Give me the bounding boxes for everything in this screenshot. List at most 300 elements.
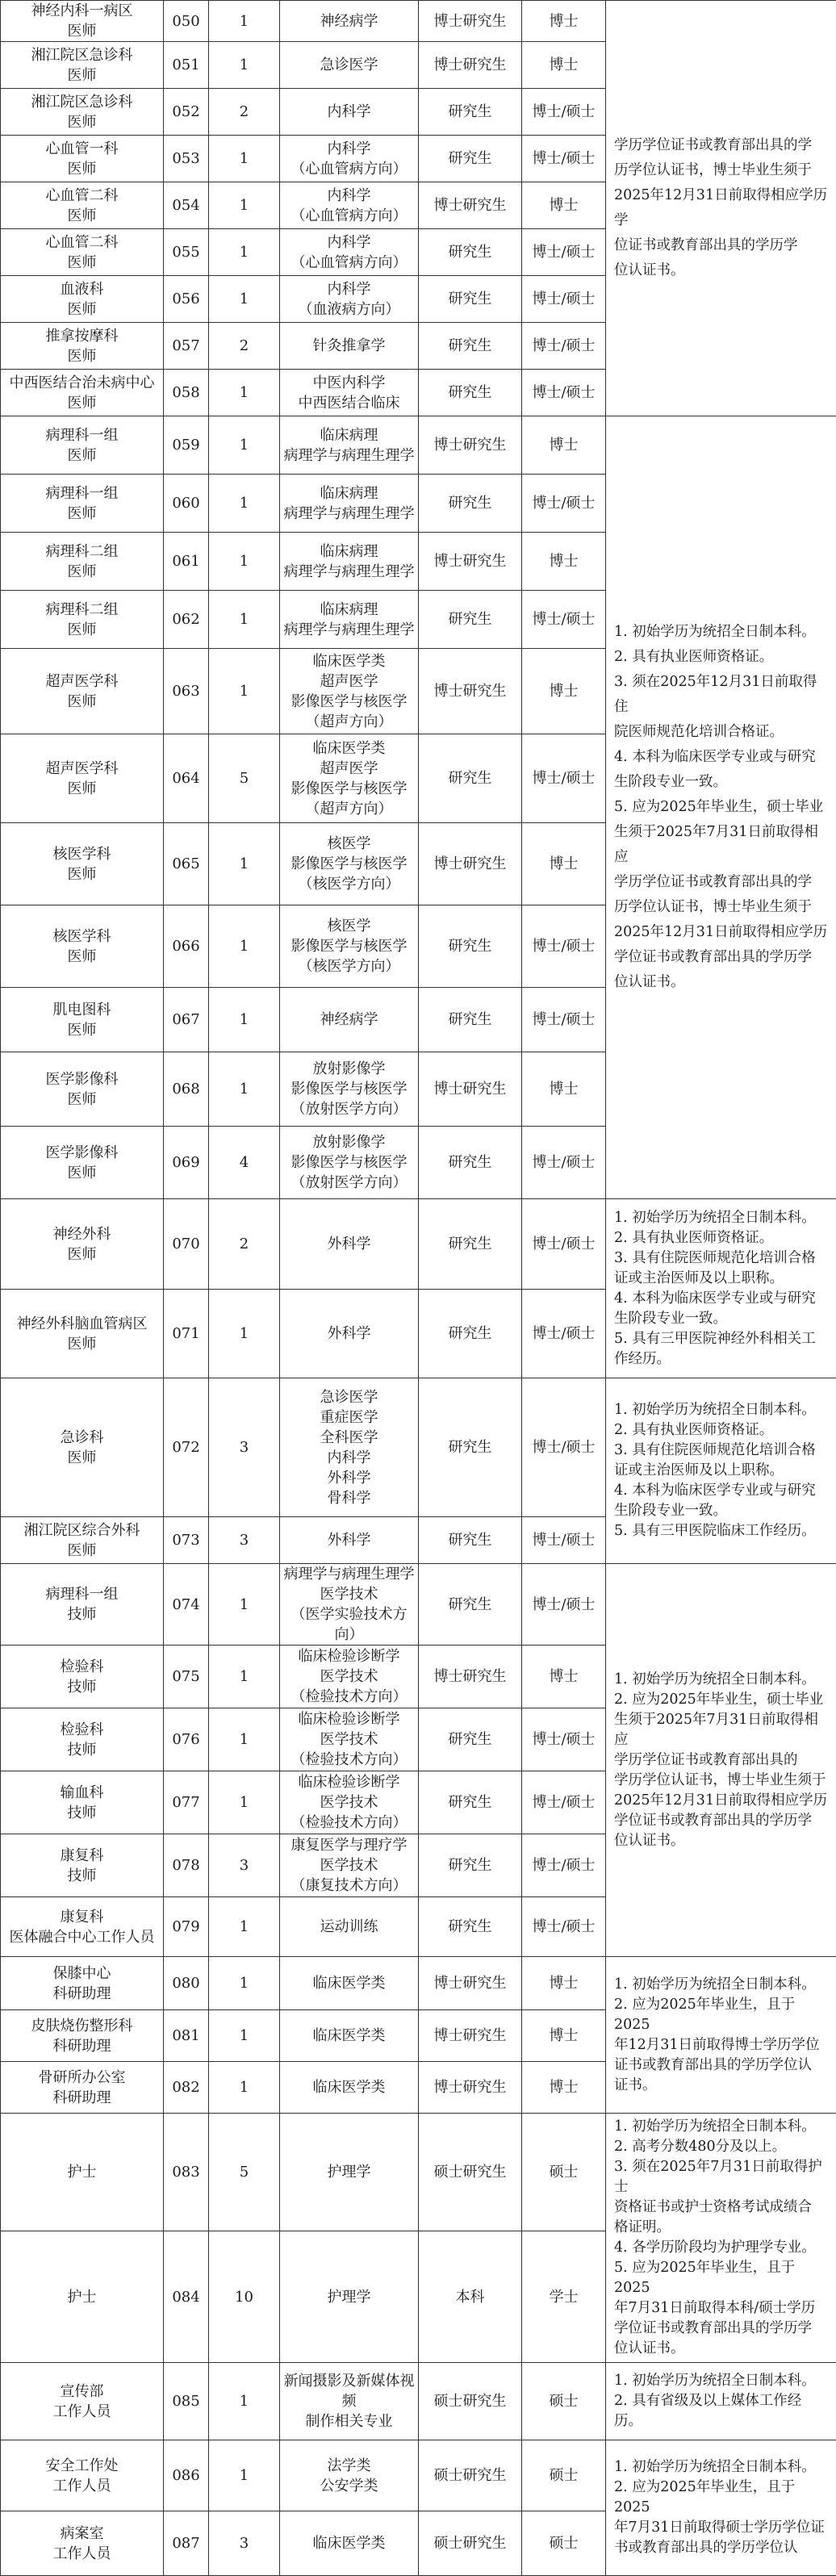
dept-cell-line: 工作人员	[4, 2402, 160, 2422]
major-cell	[280, 2114, 419, 2231]
edu-cell: 研究生	[419, 734, 522, 823]
major-cell-line: 内科学	[283, 279, 415, 299]
requirement-line: 1. 初始学历为统招全日制本科。	[614, 1975, 828, 1995]
major-cell-line: 临床病理	[283, 483, 415, 504]
degree-cell: 博士/硕士	[522, 1897, 606, 1957]
num-cell: 1	[209, 1957, 280, 2010]
edu-cell: 博士研究生	[419, 649, 522, 734]
code-cell: 068	[164, 1052, 209, 1127]
dept-cell-line: 工作人员	[4, 2476, 160, 2496]
major-cell-line: 内科学	[283, 139, 415, 159]
requirement-line: 证或主治医师及以上职称。	[614, 1461, 828, 1481]
num-cell: 10	[209, 2231, 280, 2363]
degree-cell: 博士/硕士	[522, 370, 606, 416]
num-cell: 3	[209, 1378, 280, 1517]
num-cell: 1	[209, 136, 280, 182]
requirements-cell	[606, 1199, 836, 1378]
code-cell: 085	[164, 2363, 209, 2440]
major-cell	[280, 323, 419, 370]
requirement-line: 2. 具有执业医师资格证。	[614, 1420, 828, 1441]
num-cell: 1	[209, 988, 280, 1052]
major-cell-line: 中西医结合临床	[283, 393, 415, 413]
num-cell: 1	[209, 533, 280, 591]
degree-cell: 博士/硕士	[522, 323, 606, 370]
requirement-line: 2. 应为2025年毕业生，且于2025	[614, 1995, 828, 2035]
major-cell	[280, 734, 419, 823]
requirements-cell	[606, 416, 836, 1199]
degree-cell: 博士/硕士	[522, 1199, 606, 1290]
dept-cell	[1, 2363, 164, 2440]
major-cell	[280, 1708, 419, 1771]
requirement-line: 位认证书。	[614, 1831, 828, 1851]
dept-cell-line: 医师	[4, 21, 160, 41]
requirement-line: 1. 初始学历为统招全日制本科。	[614, 2457, 828, 2478]
num-cell: 1	[209, 276, 280, 323]
major-cell	[280, 988, 419, 1052]
degree-cell: 博士/硕士	[522, 1517, 606, 1564]
dept-cell-line: 神经外科脑血管病区	[4, 1314, 160, 1334]
major-cell	[280, 1290, 419, 1378]
major-cell-line: 内科学	[283, 1448, 415, 1468]
dept-cell-line: 医师	[4, 1334, 160, 1354]
requirement-line: 4. 各学历阶段均为护理学专业。	[614, 2238, 828, 2258]
dept-cell-line: 湘江院区综合外科	[4, 1520, 160, 1541]
dept-cell-line: 医师	[4, 445, 160, 466]
dept-cell-line: 湘江院区急诊科	[4, 45, 160, 65]
edu-cell: 博士研究生	[419, 1957, 522, 2010]
num-cell: 5	[209, 734, 280, 823]
dept-cell	[1, 2231, 164, 2363]
requirements-cell	[606, 2363, 836, 2440]
major-cell-line: 内科学	[283, 102, 415, 122]
major-cell-line: 外科学	[283, 1530, 415, 1550]
edu-cell: 博士研究生	[419, 1052, 522, 1127]
degree-cell: 硕士	[522, 2363, 606, 2440]
code-cell: 058	[164, 370, 209, 416]
dept-cell-line: 技师	[4, 1677, 160, 1697]
edu-cell: 研究生	[419, 323, 522, 370]
code-cell: 061	[164, 533, 209, 591]
code-cell: 077	[164, 1771, 209, 1834]
major-cell-line: 超声医学	[283, 671, 415, 692]
requirement-line: 生阶段专业一致。	[614, 770, 828, 795]
edu-cell: 研究生	[419, 1771, 522, 1834]
requirement-line: 1. 初始学历为统招全日制本科。	[614, 1670, 828, 1690]
major-cell	[280, 1, 419, 42]
major-cell-line: （检验技术方向）	[283, 1687, 415, 1707]
major-cell-line: 病理学与病理生理学	[283, 562, 415, 582]
dept-cell-line: 医师	[4, 1089, 160, 1110]
code-cell: 084	[164, 2231, 209, 2363]
code-cell: 057	[164, 323, 209, 370]
dept-cell-line: 康复科	[4, 1907, 160, 1927]
degree-cell: 博士/硕士	[522, 1127, 606, 1199]
dept-cell	[1, 475, 164, 533]
requirement-line: 生阶段专业一致。	[614, 1309, 828, 1329]
major-cell-line: 临床检验诊断学	[283, 1709, 415, 1729]
requirement-line: 位认证书。	[614, 970, 828, 995]
requirements-cell	[606, 1957, 836, 2114]
code-cell: 062	[164, 591, 209, 649]
dept-cell	[1, 89, 164, 136]
degree-cell: 博士/硕士	[522, 276, 606, 323]
requirement-line: 学历学位证书或教育部出具的学	[614, 133, 828, 158]
major-cell-line: 中医内科学	[283, 373, 415, 393]
dept-cell	[1, 905, 164, 988]
degree-cell: 博士/硕士	[522, 229, 606, 276]
requirement-line: 学位证书或教育部出具的学历学	[614, 945, 828, 970]
dept-cell	[1, 2114, 164, 2231]
requirement-line: 1. 初始学历为统招全日制本科。	[614, 620, 828, 645]
code-cell: 083	[164, 2114, 209, 2231]
degree-cell: 博士	[522, 1052, 606, 1127]
requirement-line: 证或主治医师及以上职称。	[614, 1269, 828, 1289]
dept-cell-line: 病理科一组	[4, 483, 160, 504]
major-cell-line: 临床病理	[283, 600, 415, 620]
requirement-line: 2025年12月31日前取得相应学历	[614, 1791, 828, 1811]
major-cell-line: 内科学	[283, 232, 415, 253]
dept-cell	[1, 42, 164, 89]
edu-cell: 博士研究生	[419, 823, 522, 905]
dept-cell-line: 病理科一组	[4, 425, 160, 445]
requirement-line: 1. 初始学历为统招全日制本科。	[614, 1208, 828, 1228]
major-cell-line: 临床医学类	[283, 738, 415, 759]
num-cell: 1	[209, 1897, 280, 1957]
major-cell-line: 临床医学类	[283, 651, 415, 671]
edu-cell: 硕士研究生	[419, 2114, 522, 2231]
requirement-line: 生阶段专业一致。	[614, 1501, 828, 1521]
code-cell: 056	[164, 276, 209, 323]
requirement-line: 学历学位证书或教育部出具的学	[614, 870, 828, 895]
edu-cell: 博士研究生	[419, 533, 522, 591]
requirement-line: 证书或教育部出具的学历学位认	[614, 2055, 828, 2076]
num-cell: 1	[209, 1290, 280, 1378]
num-cell: 1	[209, 1564, 280, 1646]
edu-cell: 研究生	[419, 591, 522, 649]
major-cell-line: 外科学	[283, 1468, 415, 1488]
degree-cell: 硕士	[522, 2511, 606, 2576]
num-cell: 1	[209, 905, 280, 988]
requirement-line: 证书。	[614, 2076, 828, 2096]
major-cell	[280, 2062, 419, 2114]
major-cell-line: 骨科学	[283, 1488, 415, 1508]
requirement-line: 历学位认证书，博士毕业生须于	[614, 158, 828, 183]
requirement-line: 1. 初始学历为统招全日制本科。	[614, 2371, 828, 2391]
dept-cell-line: 核医学科	[4, 844, 160, 864]
edu-cell: 研究生	[419, 905, 522, 988]
dept-cell-line: 科研助理	[4, 1984, 160, 2004]
dept-cell	[1, 2062, 164, 2114]
major-cell-line: （心血管病方向）	[283, 159, 415, 179]
major-cell-line: 核医学	[283, 834, 415, 854]
table-row	[1, 2440, 836, 2511]
major-cell	[280, 2010, 419, 2062]
major-cell-line: （超声方向）	[283, 799, 415, 819]
edu-cell: 研究生	[419, 136, 522, 182]
dept-cell-line: 输血科	[4, 1783, 160, 1803]
major-cell-line: （核医学方向）	[283, 956, 415, 976]
major-cell	[280, 1199, 419, 1290]
major-cell-line: （血液病方向）	[283, 299, 415, 320]
code-cell: 064	[164, 734, 209, 823]
major-cell	[280, 1564, 419, 1646]
major-cell-line: 临床检验诊断学	[283, 1646, 415, 1666]
requirement-line: 位认证书。	[614, 258, 828, 283]
code-cell: 076	[164, 1708, 209, 1771]
major-cell-line: （检验技术方向）	[283, 1750, 415, 1770]
code-cell: 072	[164, 1378, 209, 1517]
major-cell-line: 公安学类	[283, 2476, 415, 2496]
table-body	[1, 1, 836, 2576]
edu-cell: 博士研究生	[419, 182, 522, 229]
dept-cell-line: 护士	[4, 2162, 160, 2182]
requirement-line: 生须于2025年7月31日前取得相应	[614, 820, 828, 870]
dept-cell	[1, 229, 164, 276]
dept-cell-line: 超声医学科	[4, 671, 160, 692]
edu-cell: 博士研究生	[419, 2062, 522, 2114]
major-cell-line: 影像医学与核医学	[283, 1152, 415, 1173]
table-row	[1, 2363, 836, 2440]
degree-cell: 博士	[522, 182, 606, 229]
requirement-line: 2025年12月31日前取得相应学历	[614, 920, 828, 945]
degree-cell: 博士/硕士	[522, 905, 606, 988]
major-cell-line: 制作相关专业	[283, 2411, 415, 2432]
dept-cell-line: 医学影像科	[4, 1143, 160, 1163]
num-cell: 2	[209, 323, 280, 370]
num-cell: 4	[209, 1127, 280, 1199]
requirement-line: 1. 初始学历为统招全日制本科。	[614, 2117, 828, 2137]
table-row	[1, 416, 836, 475]
edu-cell: 研究生	[419, 988, 522, 1052]
major-cell-line: 重症医学	[283, 1407, 415, 1428]
major-cell	[280, 591, 419, 649]
requirement-line: 2. 具有执业医师资格证。	[614, 1228, 828, 1248]
dept-cell-line: 医师	[4, 947, 160, 967]
dept-cell	[1, 649, 164, 734]
degree-cell: 博士	[522, 2062, 606, 2114]
requirement-line: 2. 具有省级及以上媒体工作经历。	[614, 2391, 828, 2432]
major-cell-line: 临床医学类	[283, 1973, 415, 1993]
dept-cell	[1, 591, 164, 649]
code-cell: 059	[164, 416, 209, 475]
edu-cell: 硕士研究生	[419, 2363, 522, 2440]
major-cell-line: 病理学与病理生理学	[283, 1564, 415, 1584]
degree-cell: 硕士	[522, 2114, 606, 2231]
dept-cell-line: 医师	[4, 253, 160, 273]
major-cell-line: 针灸推拿学	[283, 336, 415, 356]
major-cell	[280, 136, 419, 182]
num-cell: 1	[209, 2010, 280, 2062]
edu-cell: 研究生	[419, 475, 522, 533]
dept-cell-line: 血液科	[4, 279, 160, 299]
num-cell: 1	[209, 2062, 280, 2114]
requirement-line: 作经历。	[614, 1349, 828, 1370]
dept-cell-line: 皮肤烧伤整形科	[4, 2016, 160, 2036]
code-cell: 067	[164, 988, 209, 1052]
major-cell-line: 新闻摄影及新媒体视频	[283, 2371, 415, 2411]
num-cell: 1	[209, 182, 280, 229]
degree-cell: 博士	[522, 533, 606, 591]
dept-cell-line: 医师	[4, 692, 160, 712]
dept-cell-line: 安全工作处	[4, 2456, 160, 2476]
major-cell	[280, 2511, 419, 2576]
code-cell: 087	[164, 2511, 209, 2576]
major-cell-line: 临床检验诊断学	[283, 1772, 415, 1792]
requirements-cell	[606, 1564, 836, 1957]
major-cell	[280, 475, 419, 533]
degree-cell: 博士/硕士	[522, 1564, 606, 1646]
major-cell-line: （超声方向）	[283, 712, 415, 732]
requirements-cell	[606, 1378, 836, 1564]
major-cell-line: 病理学与病理生理学	[283, 504, 415, 524]
requirement-line: 2. 应为2025年毕业生，硕士毕业	[614, 1690, 828, 1710]
num-cell: 1	[209, 370, 280, 416]
major-cell	[280, 1646, 419, 1708]
dept-cell-line: 检验科	[4, 1657, 160, 1677]
major-cell-line: 外科学	[283, 1324, 415, 1344]
requirement-line: 2. 具有执业医师资格证。	[614, 645, 828, 670]
major-cell-line: 放射影像学	[283, 1132, 415, 1152]
num-cell: 1	[209, 591, 280, 649]
num-cell: 1	[209, 1646, 280, 1708]
degree-cell: 博士	[522, 1646, 606, 1708]
dept-cell	[1, 1290, 164, 1378]
num-cell: 1	[209, 229, 280, 276]
table-row	[1, 1199, 836, 1290]
num-cell: 1	[209, 1771, 280, 1834]
requirement-line: 2. 高考分数480分及以上。	[614, 2137, 828, 2157]
code-cell: 063	[164, 649, 209, 734]
degree-cell: 博士	[522, 1957, 606, 2010]
dept-cell-line: 医师	[4, 620, 160, 640]
requirement-line: 位认证书。	[614, 2339, 828, 2359]
major-cell	[280, 229, 419, 276]
degree-cell: 博士/硕士	[522, 1290, 606, 1378]
dept-cell	[1, 1517, 164, 1564]
degree-cell: 博士	[522, 649, 606, 734]
edu-cell: 研究生	[419, 1127, 522, 1199]
dept-cell	[1, 1771, 164, 1834]
num-cell: 5	[209, 2114, 280, 2231]
dept-cell-line: 神经内科一病区	[4, 1, 160, 21]
dept-cell-line: 急诊科	[4, 1428, 160, 1448]
dept-cell	[1, 1127, 164, 1199]
requirement-line: 5. 具有三甲医院临床工作经历。	[614, 1521, 828, 1541]
num-cell: 1	[209, 416, 280, 475]
dept-cell	[1, 734, 164, 823]
table-row	[1, 1378, 836, 1517]
major-cell-line: 放射影像学	[283, 1059, 415, 1079]
dept-cell	[1, 1564, 164, 1646]
dept-cell-line: 医师	[4, 779, 160, 799]
major-cell-line: 医学技术	[283, 1666, 415, 1687]
major-cell	[280, 1517, 419, 1564]
degree-cell: 博士	[522, 42, 606, 89]
requirement-line: 学历学位证书或教育部出具的	[614, 1750, 828, 1771]
dept-cell-line: 康复科	[4, 1846, 160, 1866]
degree-cell: 博士/硕士	[522, 1708, 606, 1771]
major-cell-line: （放射医学方向）	[283, 1173, 415, 1193]
code-cell: 069	[164, 1127, 209, 1199]
dept-cell-line: 湘江院区急诊科	[4, 92, 160, 112]
dept-cell-line: 医师	[4, 562, 160, 582]
dept-cell-line: 医师	[4, 1541, 160, 1561]
requirement-line: 院医师规范化培训合格证。	[614, 720, 828, 745]
code-cell: 054	[164, 182, 209, 229]
dept-cell	[1, 323, 164, 370]
major-cell	[280, 1052, 419, 1127]
requirement-line: 学历学位认证书，博士毕业生须于	[614, 1771, 828, 1791]
dept-cell	[1, 1646, 164, 1708]
code-cell: 051	[164, 42, 209, 89]
code-cell: 086	[164, 2440, 209, 2511]
dept-cell-line: 医师	[4, 504, 160, 524]
major-cell-line: 内科学	[283, 186, 415, 206]
dept-cell-line: 病理科二组	[4, 542, 160, 562]
dept-cell	[1, 1957, 164, 2010]
num-cell: 1	[209, 2440, 280, 2511]
num-cell: 3	[209, 2511, 280, 2576]
num-cell: 2	[209, 89, 280, 136]
requirement-line: 1. 初始学历为统招全日制本科。	[614, 1400, 828, 1420]
requirement-line: 3. 具有住院医师规范化培训合格	[614, 1248, 828, 1269]
requirement-line: 资格证书或护士资格考试成绩合	[614, 2198, 828, 2218]
code-cell: 050	[164, 1, 209, 42]
code-cell: 073	[164, 1517, 209, 1564]
num-cell: 1	[209, 1052, 280, 1127]
dept-cell	[1, 533, 164, 591]
code-cell: 082	[164, 2062, 209, 2114]
code-cell: 066	[164, 905, 209, 988]
table-row	[1, 1564, 836, 1646]
dept-cell-line: 核医学科	[4, 926, 160, 947]
dept-cell	[1, 1834, 164, 1897]
major-cell-line: 护理学	[283, 2287, 415, 2307]
dept-cell	[1, 1897, 164, 1957]
major-cell-line: 临床医学类	[283, 2533, 415, 2553]
major-cell-line: 外科学	[283, 1234, 415, 1254]
dept-cell-line: 技师	[4, 1803, 160, 1823]
dept-cell	[1, 2010, 164, 2062]
dept-cell-line: 技师	[4, 1866, 160, 1886]
major-cell	[280, 1771, 419, 1834]
major-cell-line: 病理学与病理生理学	[283, 620, 415, 640]
requirement-line: 3. 须在2025年7月31日前取得护士	[614, 2157, 828, 2198]
major-cell-line: （心血管病方向）	[283, 253, 415, 273]
dept-cell-line: 中西医结合治未病中心	[4, 373, 160, 393]
code-cell: 075	[164, 1646, 209, 1708]
degree-cell: 博士/硕士	[522, 136, 606, 182]
code-cell: 060	[164, 475, 209, 533]
table-row	[1, 2114, 836, 2231]
degree-cell: 博士/硕士	[522, 734, 606, 823]
requirement-line: 4. 本科为临床医学专业或与研究	[614, 1481, 828, 1501]
dept-cell-line: 医体融合中心工作人员	[4, 1927, 160, 1947]
code-cell: 053	[164, 136, 209, 182]
major-cell	[280, 2440, 419, 2511]
major-cell-line: 影像医学与核医学	[283, 692, 415, 712]
requirement-line: 5. 应为2025年毕业生，硕士毕业	[614, 795, 828, 820]
dept-cell-line: 心血管一科	[4, 139, 160, 159]
dept-cell-line: 医师	[4, 393, 160, 413]
dept-cell-line: 医师	[4, 346, 160, 366]
dept-cell	[1, 1, 164, 42]
dept-cell-line: 检验科	[4, 1720, 160, 1740]
num-cell: 1	[209, 475, 280, 533]
major-cell-line: 医学技术	[283, 1584, 415, 1604]
major-cell	[280, 649, 419, 734]
major-cell-line: 神经病学	[283, 1010, 415, 1030]
